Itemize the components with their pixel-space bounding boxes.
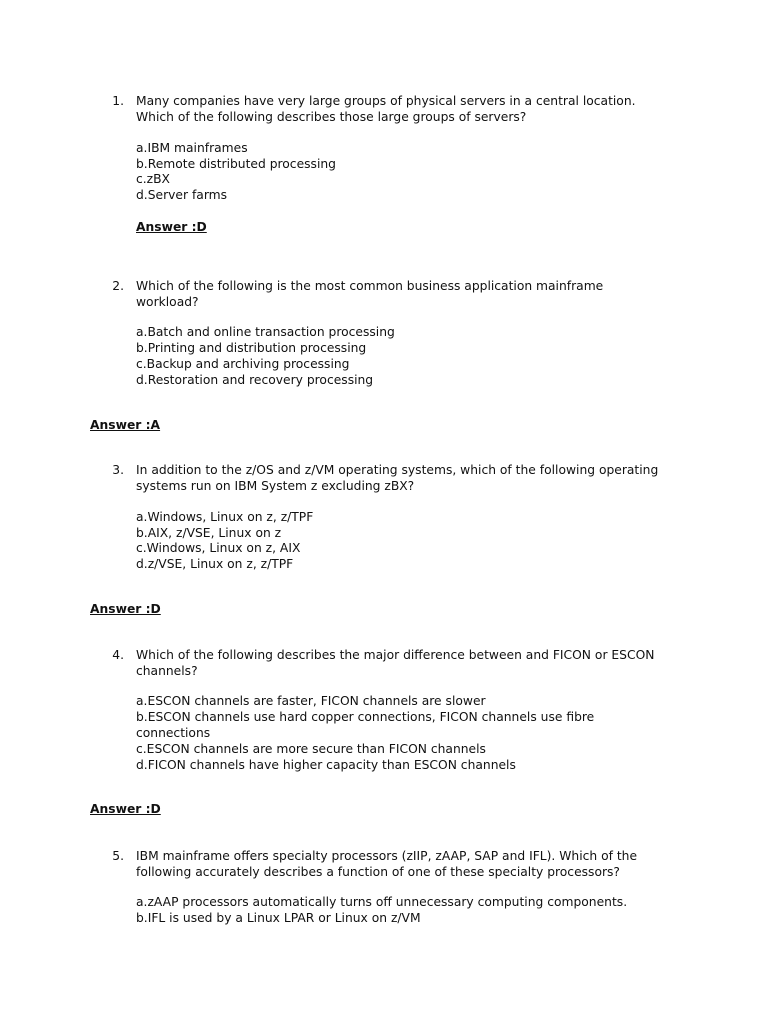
question-number: 4. bbox=[112, 648, 124, 662]
option-a: a.Batch and online transaction processing bbox=[136, 325, 395, 339]
question-number: 2. bbox=[112, 279, 124, 293]
question-text-line: following accurately describes a function of one of these specialty processors? bbox=[136, 865, 620, 879]
question-text-line: workload? bbox=[136, 295, 199, 309]
option-d: d.z/VSE, Linux on z, z/TPF bbox=[136, 557, 294, 571]
question-text-line: Many companies have very large groups of physical servers in a central location. bbox=[136, 94, 636, 108]
question-text-line: Which of the following describes those large groups of servers? bbox=[136, 110, 527, 124]
question-number: 5. bbox=[112, 849, 124, 863]
question-number: 1. bbox=[112, 94, 124, 108]
question-text-line: In addition to the z/OS and z/VM operating systems, which of the following operating bbox=[136, 463, 659, 477]
question-text-line: Which of the following is the most common business application mainframe bbox=[136, 279, 604, 293]
answer-label: Answer :A bbox=[90, 418, 161, 432]
option-a: a.ESCON channels are faster, FICON channels are slower bbox=[136, 694, 486, 708]
option-d: d.Server farms bbox=[136, 188, 228, 202]
option-a: a.zAAP processors automatically turns off unnecessary computing components. bbox=[136, 895, 628, 909]
option-a: a.IBM mainframes bbox=[136, 141, 248, 155]
question-text-line: channels? bbox=[136, 664, 198, 678]
option-b: b.IFL is used by a Linux LPAR or Linux on z/VM bbox=[136, 911, 421, 925]
option-b: b.AIX, z/VSE, Linux on z bbox=[136, 526, 282, 540]
option-a: a.Windows, Linux on z, z/TPF bbox=[136, 510, 314, 524]
option-b: b.Printing and distribution processing bbox=[136, 341, 367, 355]
answer-label: Answer :D bbox=[90, 802, 161, 816]
question-text-line: IBM mainframe offers specialty processors (zIIP, zAAP, SAP and IFL). Which of the bbox=[136, 849, 638, 863]
option-c: c.zBX bbox=[136, 172, 170, 186]
question-text-line: systems run on IBM System z excluding zBX? bbox=[136, 479, 415, 493]
option-c: c.Backup and archiving processing bbox=[136, 357, 350, 371]
option-c: c.Windows, Linux on z, AIX bbox=[136, 541, 301, 555]
option-d: d.Restoration and recovery processing bbox=[136, 373, 374, 387]
option-d: d.FICON channels have higher capacity than ESCON channels bbox=[136, 758, 516, 772]
option-b-continued: connections bbox=[136, 726, 211, 740]
option-b: b.Remote distributed processing bbox=[136, 157, 336, 171]
answer-label: Answer :D bbox=[136, 220, 207, 234]
question-text-line: Which of the following describes the major difference between and FICON or ESCON bbox=[136, 648, 655, 662]
option-b: b.ESCON channels use hard copper connections, FICON channels use fibre bbox=[136, 710, 595, 724]
answer-label: Answer :D bbox=[90, 602, 161, 616]
question-number: 3. bbox=[112, 463, 124, 477]
option-c: c.ESCON channels are more secure than FICON channels bbox=[136, 742, 486, 756]
